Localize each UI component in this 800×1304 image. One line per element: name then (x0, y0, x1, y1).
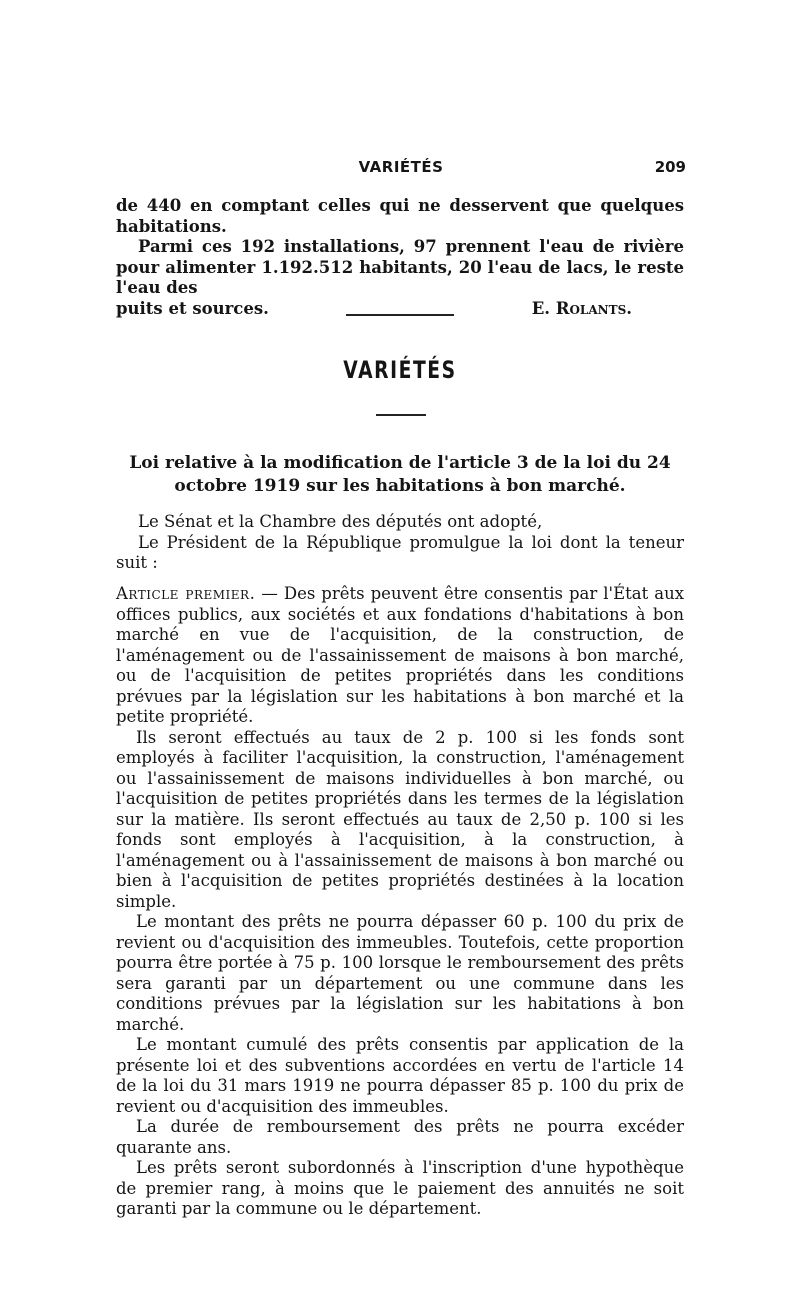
continuation-text (116, 196, 684, 319)
section-divider-bottom (376, 414, 426, 416)
article-paragraph-1-text: — Des prêts peuvent être consentis par l'État aux offices publics, aux sociétés et aux fondations d'habitations à bon marché en vue de l'acquisition, de la construction, de l'aménagement ou de l'assainissement de maisons à bon marché, ou de l'acquisition de petites propriétés dans les conditions prévues par la législation sur les habitations à bon marché et la petite propriété. (116, 584, 685, 726)
article-paragraph-4: Le montant cumulé des prêts consentis par application de la présente loi et des subventions accordées en vertu de l'article 14 de la loi du 31 mars 1919 ne pourra dépasser 85 p. 100 du prix de revient ou d'acquisition des immeubles. (116, 1035, 684, 1116)
article-paragraph-6: Les prêts seront subordonnés à l'inscription d'une hypothèque de premier rang, à moins que le paiement des annuités ne soit garanti par la commune ou le département. (116, 1158, 684, 1218)
running-title: VARIÉTÉS (358, 158, 444, 176)
article-paragraph-1 (116, 584, 684, 728)
article-paragraph-5: La durée de remboursement des prêts ne pourra excéder quarante ans. (116, 1117, 684, 1157)
law-title: Loi relative à la modification de l'article 3 de la loi du 24 octobre 1919 sur les habitations à bon marché. (129, 453, 671, 496)
continuation-paragraph-2: Parmi ces 192 installations, 97 prennent l'eau de rivière pour alimenter 1.192.512 habitants, 20 l'eau de lacs, le reste l'eau des (116, 237, 684, 297)
section-title: VARIÉTÉS (343, 356, 457, 384)
preamble (116, 512, 684, 574)
page-number: 209 (654, 158, 686, 176)
article-paragraph-3: Le montant des prêts ne pourra dépasser 60 p. 100 du prix de revient ou d'acquisition des immeubles. Toutefois, cette proportion pourra être portée à 75 p. 100 lorsque le remboursement des prêts sera garanti par un département ou une commune dans les conditions prévues par la législation sur les habitations à bon marché. (116, 912, 684, 1034)
article-body (116, 584, 684, 1220)
article-label: Article premier. (116, 584, 256, 603)
continuation-paragraph-1: de 440 en comptant celles qui ne desservent que quelques habitations. (116, 196, 684, 236)
running-head (116, 158, 686, 182)
continuation-paragraph-2-end: puits et sources. (116, 298, 269, 318)
article-paragraph-2: Ils seront effectués au taux de 2 p. 100 si les fonds sont employés à faciliter l'acquisition, la construction, l'aménagement ou l'assainissement de maisons individuelles à bon marché, ou l'acquisition de petites propriétés dans les termes de la législation sur la matière. Ils seront effectués au taux de 2,50 p. 100 si les fonds sont employés à l'acquisition, à la construction, à l'aménagement ou à l'assainissement de maisons à bon marché ou bien à l'acquisition de petites propriétés destinées à la location simple. (116, 727, 684, 911)
author-signature: E. Rolants. (531, 298, 632, 318)
section-divider-top (346, 314, 454, 316)
preamble-line-1: Le Sénat et la Chambre des députés ont adopté, (138, 512, 543, 531)
preamble-line-2: Le Président de la République promulgue la loi dont la teneur suit : (116, 532, 684, 572)
